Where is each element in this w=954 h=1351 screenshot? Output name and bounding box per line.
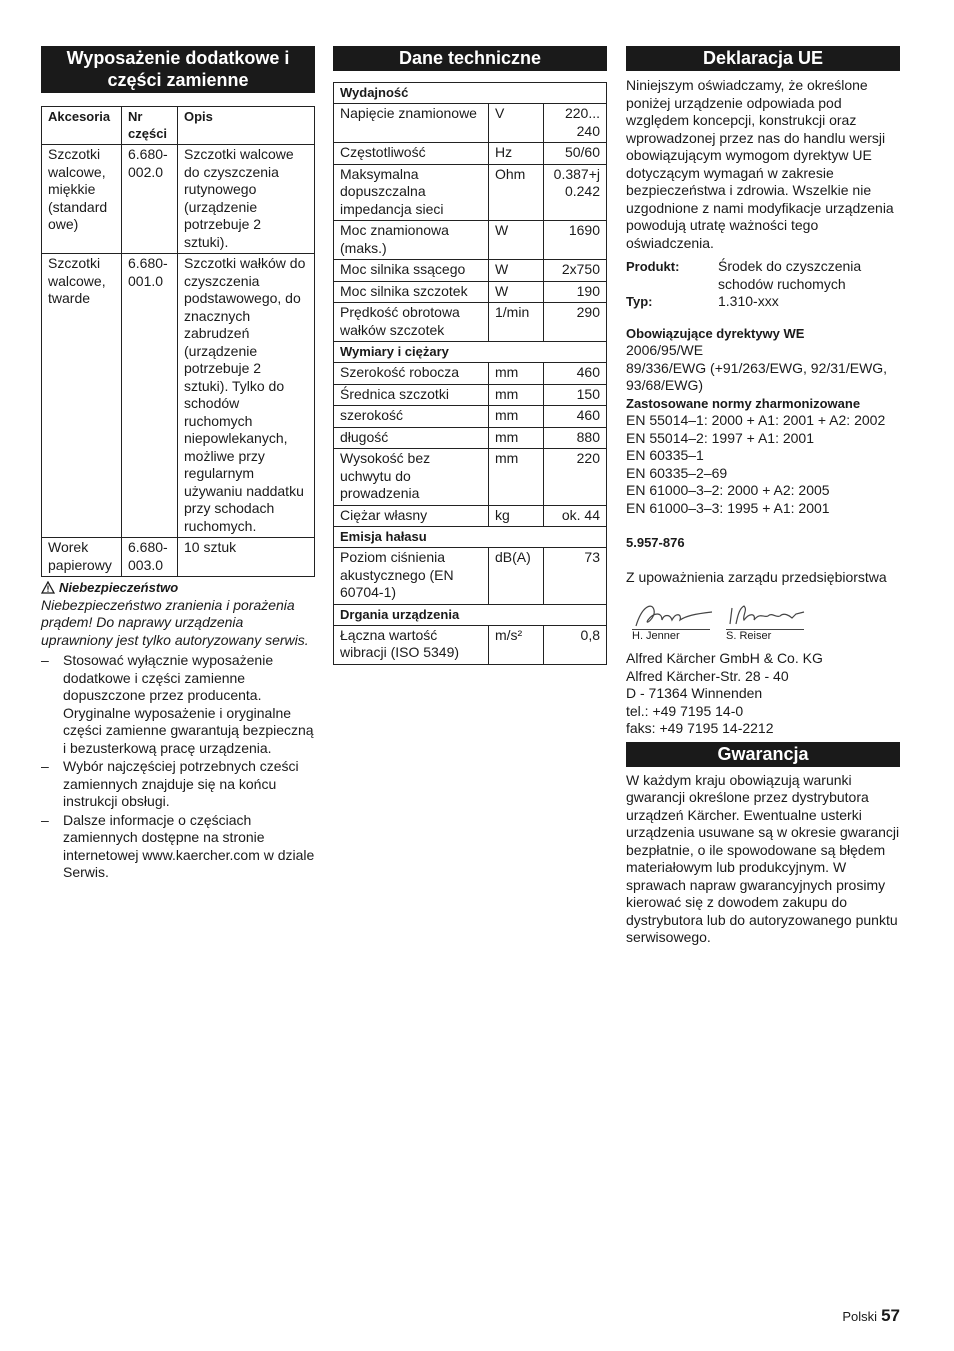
spec-unit: W [489, 281, 544, 303]
spec-label: Częstotliwość [334, 143, 489, 165]
table-row [334, 505, 607, 527]
table-row [42, 538, 315, 577]
type-value: 1.310-xxx [718, 293, 779, 309]
table-row [42, 254, 315, 538]
declaration-column [626, 46, 900, 947]
spec-label: długość [334, 427, 489, 449]
address-line: faks: +49 7195 14-2212 [626, 720, 774, 736]
technical-data-heading: Dane techniczne [333, 46, 607, 71]
warning-triangle-icon [41, 581, 55, 594]
accessory-description: Szczotki walcowe do czyszczenia rutynowego (urządzenie potrzebuje 2 sztuki). [178, 145, 315, 254]
authority-statement: Z upoważnienia zarządu przedsiębiorstwa [626, 568, 887, 585]
table-row [334, 427, 607, 449]
spec-unit: W [489, 221, 544, 260]
table-row [334, 164, 607, 221]
spec-unit: mm [489, 406, 544, 428]
spec-unit: mm [489, 427, 544, 449]
product-label: Produkt: [626, 259, 680, 274]
column-header: Akcesoria [42, 107, 122, 145]
part-number: 6.680-001.0 [122, 254, 178, 538]
column-header: Nr części [122, 107, 178, 145]
spec-value: 460 [544, 406, 607, 428]
list-item: – Wybór najczęściej potrzebnych cześci zamiennych znajduje się na końcu instrukcji obsługi. [41, 758, 315, 811]
spec-value: 1690 [544, 221, 607, 260]
spec-label: Wysokość bez uchwytu do prowadzenia [334, 449, 489, 506]
table-row [334, 384, 607, 406]
declaration-heading: Deklaracja UE [626, 46, 900, 71]
spec-label: szerokość [334, 406, 489, 428]
spec-unit: mm [489, 384, 544, 406]
spec-unit: 1/min [489, 303, 544, 342]
part-number: 6.680-002.0 [122, 145, 178, 254]
accessory-name: Szczotki walcowe, miękkie (standard owe) [42, 145, 122, 254]
spec-value: 190 [544, 281, 607, 303]
norm-item: EN 55014–2: 1997 + A1: 2001 [626, 429, 814, 446]
address-line: D - 71364 Winnenden [626, 685, 763, 701]
table-row [334, 449, 607, 506]
technical-data-column [333, 46, 607, 665]
accessory-description: 10 sztuk [178, 538, 315, 577]
spec-value: 2x750 [544, 260, 607, 282]
table-row [42, 145, 315, 254]
spec-unit: mm [489, 449, 544, 506]
column-header: Opis [178, 107, 315, 145]
technical-data-table [333, 82, 607, 665]
spec-unit: m/s² [489, 625, 544, 664]
signatures [626, 600, 900, 644]
spec-label: Maksymalna dopuszczalna impedancja sieci [334, 164, 489, 221]
directive-item: 2006/95/WE [626, 342, 704, 358]
signature-reiser [726, 600, 808, 642]
company-address [626, 650, 900, 738]
signature-reiser-image [726, 600, 808, 632]
spec-value: 460 [544, 363, 607, 385]
accessories-heading: Wyposażenie dodatkowe i części zamienne [41, 46, 315, 93]
spec-value: 150 [544, 384, 607, 406]
table-row [334, 281, 607, 303]
warranty-text: W każdym kraju obowiązują warunki gwarancji określone przez dystrybutora urządzeń Kärcher. Ewentualne usterki urządzenia usuwane są w okresie gwarancji bezpłatnie, o ile spowodowane są błędem materiałowym lub produkcyjnym. W sprawach napraw gwarancyjnych prosimy kierować się z dowodem zakupu do dystrybutora lub do autoryzowanego punktu serwisowego. [626, 771, 900, 945]
spec-unit: kg [489, 505, 544, 527]
spec-label: Moc silnika ssącego [334, 260, 489, 282]
table-row [334, 104, 607, 143]
spec-value: 220 [544, 449, 607, 506]
section-title: Wydajność [334, 83, 607, 104]
table-row [334, 625, 607, 664]
table-row [334, 406, 607, 428]
directive-item: 89/336/EWG (+91/263/EWG, 92/31/EWG, 93/68/EWG) [626, 359, 888, 393]
table-row [334, 363, 607, 385]
spec-value: 290 [544, 303, 607, 342]
spec-label: Napięcie znamionowe [334, 104, 489, 143]
spec-unit: Ohm [489, 164, 544, 221]
norms-title: Zastosowane normy zharmonizowane [626, 395, 861, 411]
page-footer [842, 1307, 900, 1326]
address-line: tel.: +49 7195 14-0 [626, 702, 744, 719]
product-value: Środek do czyszczenia schodów ruchomych [718, 258, 862, 292]
spec-label: Moc znamionowa (maks.) [334, 221, 489, 260]
table-row [334, 143, 607, 165]
signature-jenner-image [632, 600, 714, 632]
table-row [334, 221, 607, 260]
section-header-row [334, 527, 607, 548]
signer-name: H. Jenner [632, 629, 710, 642]
section-header-row [334, 342, 607, 363]
section-header-row [334, 83, 607, 104]
spec-unit: mm [489, 363, 544, 385]
spec-label: Moc silnika szczotek [334, 281, 489, 303]
warning-block [41, 579, 315, 649]
table-header-row [42, 107, 315, 145]
accessories-column [41, 46, 315, 883]
spec-unit: Hz [489, 143, 544, 165]
signer-name: S. Reiser [726, 629, 804, 642]
spec-label: Poziom ciśnienia akustycznego (EN 60704-1) [334, 548, 489, 605]
spec-value: 0,8 [544, 625, 607, 664]
norm-item: EN 61000–3–2: 2000 + A2: 2005 [626, 482, 830, 498]
warning-text: Niebezpieczeństwo zranienia i porażenia prądem! Do naprawy urządzenia uprawniony jest tylko autoryzowany serwis. [41, 596, 309, 648]
spec-value: 880 [544, 427, 607, 449]
spec-unit: V [489, 104, 544, 143]
norm-item: EN 60335–2–69 [626, 464, 728, 481]
warning-title-row [41, 579, 315, 597]
norm-item: EN 60335–1 [626, 447, 704, 463]
list-item: – Stosować wyłącznie wyposażenie dodatkowe i części zamienne dopuszczone przez producenta. Oryginalne wyposażenie i oryginalne części zamienne gwarantują bezpieczną i bezusterkową pracę urządzenia. [41, 652, 315, 757]
spec-label: Prędkość obrotowa wałków szczotek [334, 303, 489, 342]
spec-unit: dB(A) [489, 548, 544, 605]
product-info [626, 258, 900, 311]
accessory-notes-list [41, 652, 315, 882]
norm-item: EN 55014–1: 2000 + A1: 2001 + A2: 2002 [626, 412, 886, 428]
section-title: Drgania urządzenia [334, 604, 607, 625]
spec-label: Łączna wartość wibracji (ISO 5349) [334, 625, 489, 664]
spec-label: Ciężar własny [334, 505, 489, 527]
address-line: Alfred Kärcher-Str. 28 - 40 [626, 667, 789, 684]
spec-value: 0.387+j 0.242 [544, 164, 607, 221]
norm-item: EN 61000–3–3: 1995 + A1: 2001 [626, 499, 830, 516]
table-row [334, 303, 607, 342]
warranty-heading: Gwarancja [626, 742, 900, 767]
spec-value: ok. 44 [544, 505, 607, 527]
document-number: 5.957-876 [626, 535, 685, 550]
type-label: Typ: [626, 294, 653, 309]
page-number: 57 [881, 1306, 900, 1325]
accessory-name: Worek papierowy [42, 538, 122, 577]
part-number: 6.680-003.0 [122, 538, 178, 577]
section-title: Wymiary i ciężary [334, 342, 607, 363]
accessory-description: Szczotki wałków do czyszczenia podstawowego, do znacznych zabrudzeń (urządzenie potrzebuje 2 sztuki). Tylko do schodów ruchomych niepowlekanych, możliwe przy regularnym używaniu naddatku przy schodach ruchomych. [178, 254, 315, 538]
directives-title: Obowiązujące dyrektywy WE [626, 325, 805, 341]
address-line: Alfred Kärcher GmbH & Co. KG [626, 650, 823, 666]
table-row [334, 260, 607, 282]
section-header-row [334, 604, 607, 625]
spec-label: Szerokość robocza [334, 363, 489, 385]
spec-label: Średnica szczotki [334, 384, 489, 406]
spec-value: 73 [544, 548, 607, 605]
spec-value: 220... 240 [544, 104, 607, 143]
spec-value: 50/60 [544, 143, 607, 165]
footer-language: Polski [842, 1309, 878, 1324]
list-item: – Dalsze informacje o częściach zamiennych dostępne na stronie internetowej www.kaercher.com w dziale Serwis. [41, 812, 315, 882]
table-row [334, 548, 607, 605]
section-title: Emisja hałasu [334, 527, 607, 548]
accessory-name: Szczotki walcowe, twarde [42, 254, 122, 538]
warning-title: Niebezpieczeństwo [59, 580, 179, 595]
signature-jenner [632, 600, 714, 642]
declaration-intro: Niniejszym oświadczamy, że określone poniżej urządzenie odpowiada pod względem koncepcji, konstrukcji oraz wprowadzonej przez nas do handlu wersji obowiązującym wymogom dyrektyw UE dotyczącym wymagań w zakresie bezpieczeństwa i zdrowia. Wszelkie nie uzgodnione z nami modyfikacje urządzenia powodują utratę ważności tego oświadczenia. [626, 77, 894, 251]
spec-unit: W [489, 260, 544, 282]
accessories-table [41, 106, 315, 577]
